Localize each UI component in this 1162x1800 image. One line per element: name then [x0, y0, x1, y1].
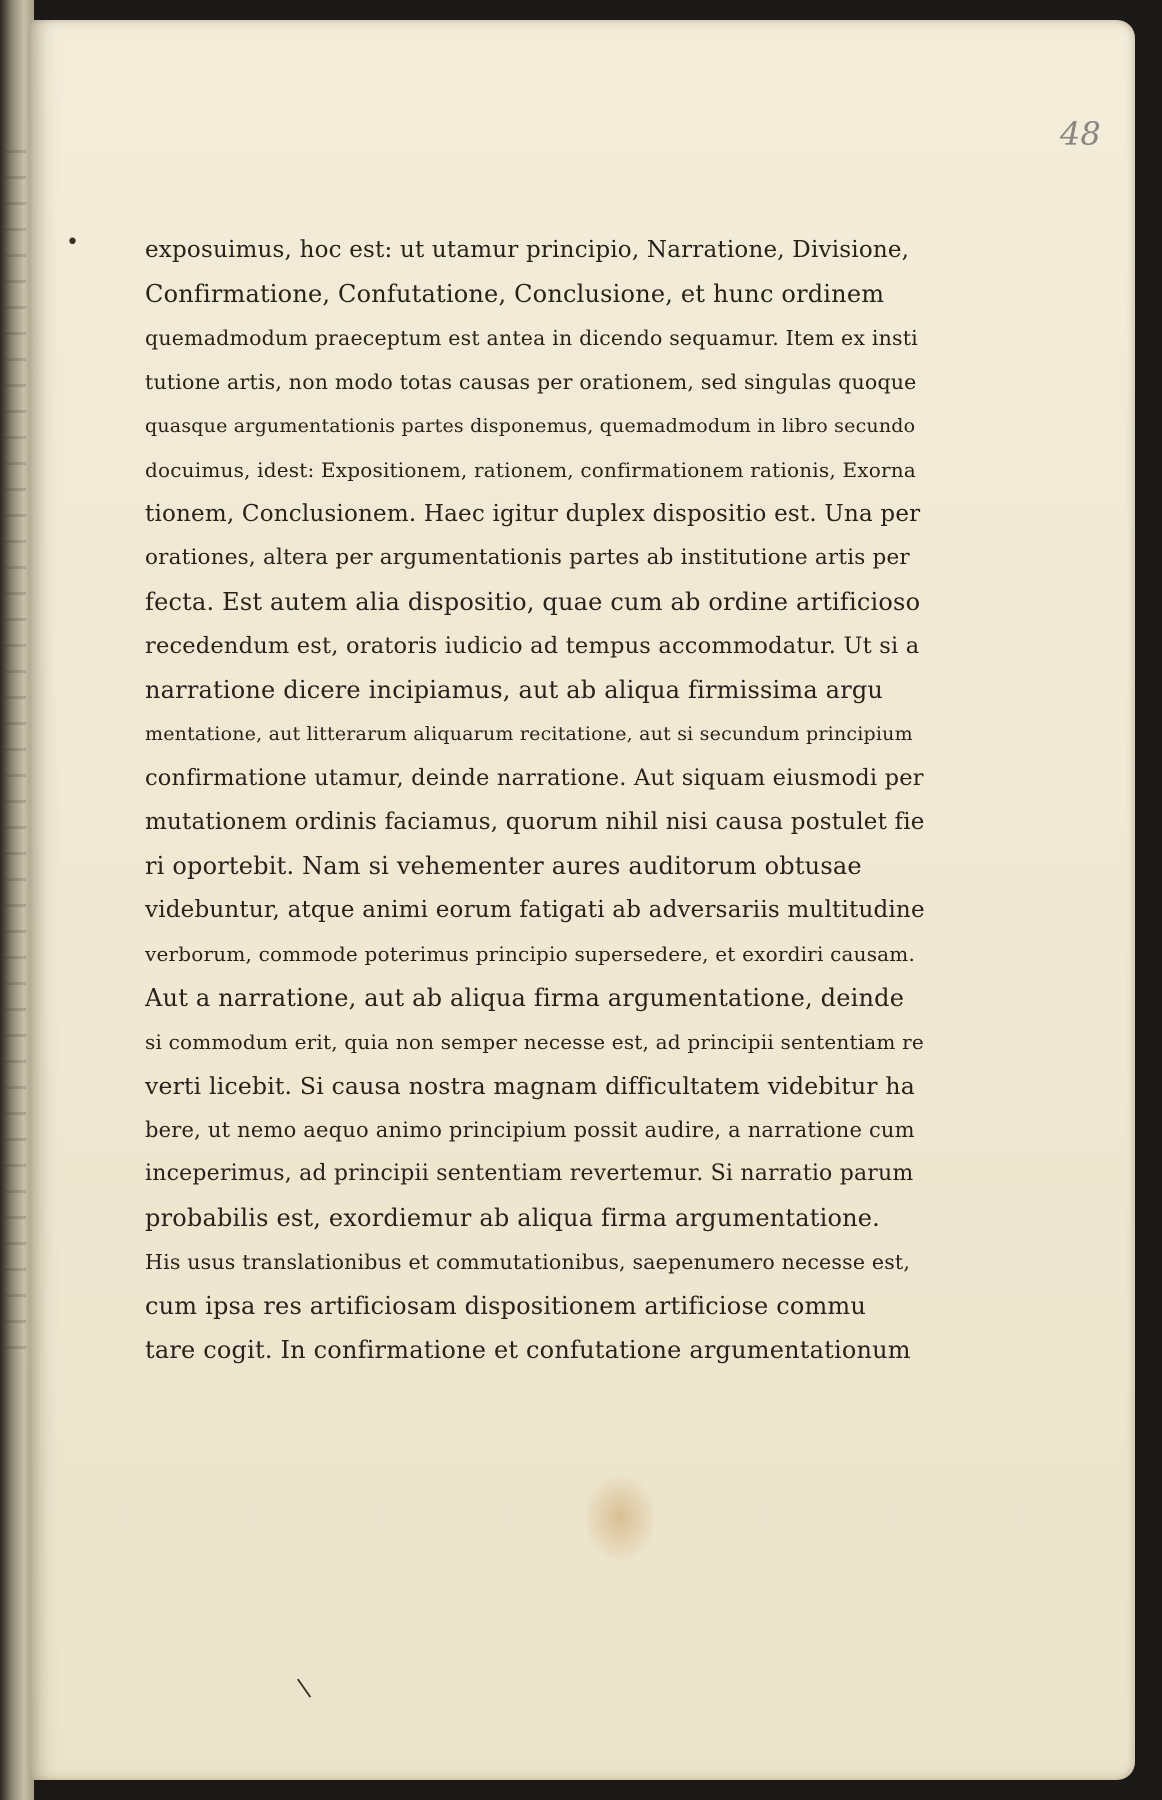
text-line: probabilis est, exordiemur ab aliqua firma argumentatione. — [145, 1204, 881, 1232]
manuscript-page — [30, 20, 1135, 1780]
text-line: quemadmodum praeceptum est antea in dicendo sequamur. Item ex insti — [145, 326, 918, 350]
text-line: verborum, commode poterimus principio supersedere, et exordiri causam. — [145, 942, 916, 966]
folio-number: 48 — [1060, 115, 1101, 153]
text-line: si commodum erit, quia non semper necesse est, ad principii sententiam re — [145, 1030, 924, 1054]
text-line: cum ipsa res artificiosam dispositionem artificiose commu — [145, 1292, 867, 1320]
text-line: tionem, Conclusionem. Haec igitur duplex dispositio est. Una per — [145, 501, 921, 527]
text-line: bere, ut nemo aequo animo principium possit audire, a narratione cum — [145, 1118, 915, 1142]
text-line: ri oportebit. Nam si vehementer aures auditorum obtusae — [145, 852, 862, 880]
margin-stroke: | — [293, 1675, 314, 1700]
text-line: Aut a narratione, aut ab aliqua firma argumentatione, deinde — [145, 984, 905, 1012]
text-line: videbuntur, atque animi eorum fatigati ab adversariis multitudine — [145, 897, 925, 923]
text-line: recedendum est, oratoris iudicio ad tempus accommodatur. Ut si a — [145, 633, 920, 659]
text-line: mutationem ordinis faciamus, quorum nihil nisi causa postulet fie — [145, 809, 925, 835]
text-line: tare cogit. In confirmatione et confutatione argumentationum — [145, 1336, 911, 1364]
text-line: inceperimus, ad principii sententiam revertemur. Si narratio parum — [145, 1161, 914, 1186]
text-line: quasque argumentationis partes disponemus, quemadmodum in libro secundo — [145, 415, 916, 437]
text-line: confirmatione utamur, deinde narratione. Aut siquam eiusmodi per — [145, 765, 924, 791]
text-line: tutione artis, non modo totas causas per orationem, sed singulas quoque — [145, 370, 917, 394]
text-line: His usus translationibus et commutationibus, saepenumero necesse est, — [145, 1250, 911, 1274]
text-line: mentatione, aut litterarum aliquarum recitatione, aut si secundum principium — [145, 723, 913, 745]
text-line: verti licebit. Si causa nostra magnam difficultatem videbitur ha — [145, 1072, 915, 1100]
text-line: Confirmatione, Confutatione, Conclusione, et hunc ordinem — [145, 280, 885, 308]
left-page-edge — [0, 0, 34, 1800]
text-line: fecta. Est autem alia dispositio, quae cum ab ordine artificioso — [145, 588, 921, 616]
text-line: orationes, altera per argumentationis partes ab institutione artis per — [145, 545, 910, 570]
manuscript-text-block — [145, 228, 925, 1372]
text-line: exposuimus, hoc est: ut utamur principio, Narratione, Divisione, — [145, 237, 910, 263]
margin-dot: • — [66, 230, 79, 255]
text-line: narratione dicere incipiamus, aut ab aliqua firmissima argu — [145, 676, 884, 704]
paper-stain — [585, 1475, 655, 1560]
text-line: docuimus, idest: Expositionem, rationem, confirmationem rationis, Exorna — [145, 458, 916, 482]
